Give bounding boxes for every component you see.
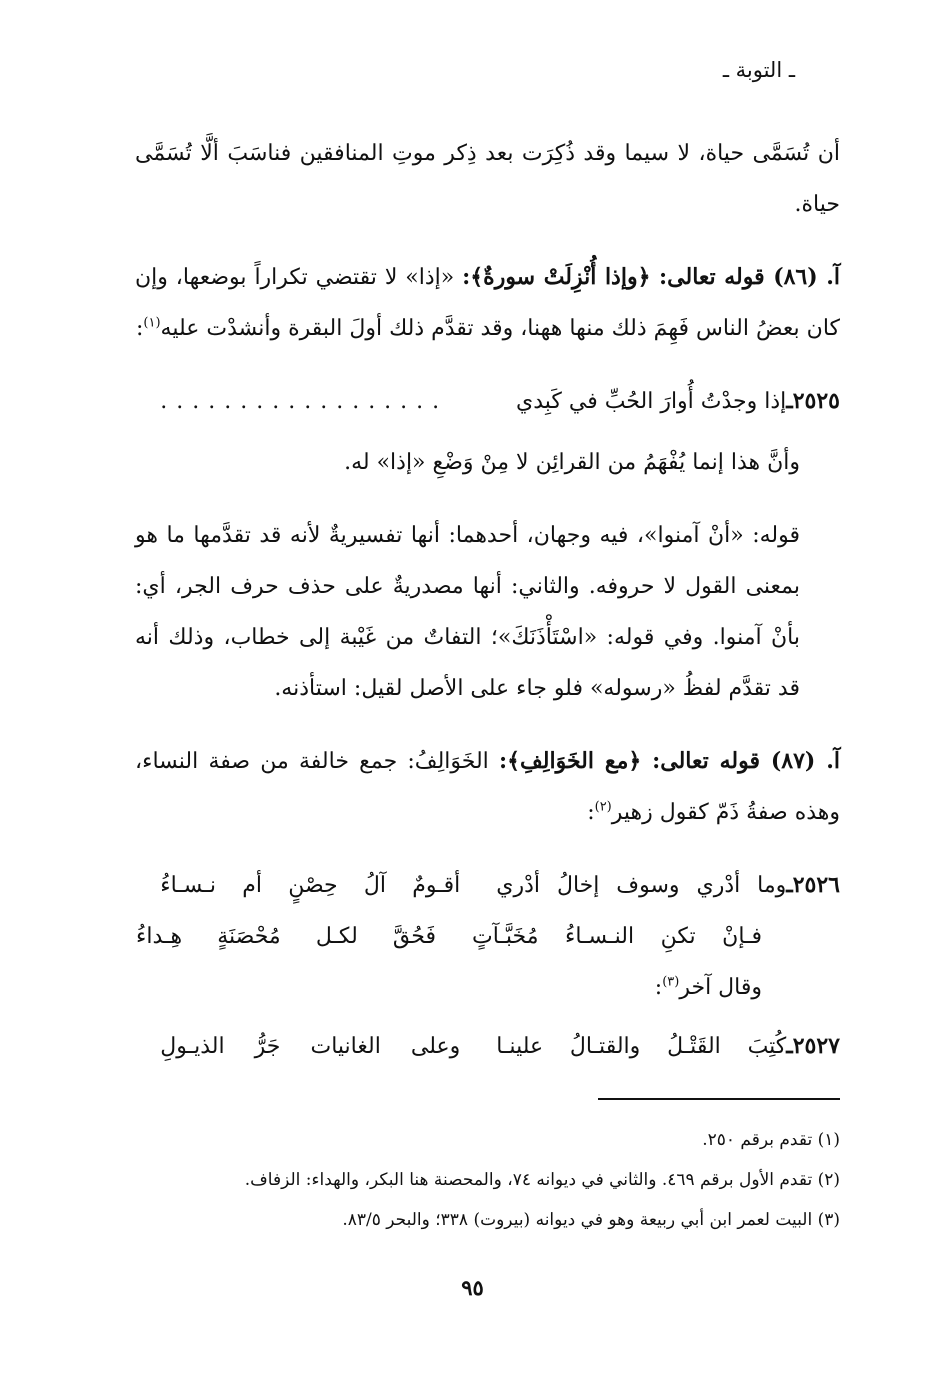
verse-86-commentary: «إذا» لا تقتضي تكراراً بوضعها، وإن كان بعضُ الناس فَهِمَ ذلك منها ههنا، وقد تقدَّم ذلك أولَ البقرة وأنشدْت عليه	[135, 265, 840, 341]
hemistich-right: إذا وجدْتُ أُوارَ الحُبِّ في كَبِدي	[515, 389, 787, 414]
intro-another-poet: وقال آخر	[679, 975, 762, 1000]
paragraph-verse-87	[135, 736, 840, 838]
punct: :	[654, 975, 663, 1000]
hemistich-left: وعلى الغانيات جَرُّ الذيـولِ	[160, 1034, 461, 1059]
verse-label-87: آ. (٨٧) قوله تعالى: ﴿مع الخَوَالِفِ﴾:	[499, 748, 840, 774]
hemistich-right: فـإنْ تكنِ النـسـاءُ مُخَبَّـآتٍ	[472, 924, 762, 949]
punct: :	[587, 800, 595, 825]
footnote-ref-2: (٢)	[594, 799, 612, 815]
punct: :	[135, 316, 144, 341]
paragraph-6	[135, 962, 840, 1013]
paragraph-1: أن تُسَمَّى حياة، لا سيما وقد ذُكِرَت بعد ذِكر موتِ المنافقين فناسَبَ ألَّا تُسَمَّى حياة.	[135, 141, 840, 217]
footnote-divider	[598, 1098, 840, 1100]
footnotes	[120, 1120, 840, 1240]
verse-number: ٢٥٢٦ـ	[786, 872, 840, 898]
page-body	[135, 128, 840, 1072]
footnote-ref-1: (١)	[143, 315, 161, 331]
hemistich-left-dots: ..................	[160, 389, 449, 414]
verse-number: ٢٥٢٧ـ	[786, 1033, 840, 1059]
footnote-ref-3: (٣)	[662, 974, 680, 990]
paragraph-verse-86	[135, 252, 840, 354]
footnote-3: (٣) البيت لعمر ابن أبي ربيعة وهو في ديوانه (بيروت) ٣٣٨؛ والبحر ٨٣/٥.	[342, 1210, 840, 1230]
poem-verse-2525	[135, 376, 840, 427]
paragraph-3: وأنَّ هذا إنما يُفْهَمُ من القرائِن لا مِنْ وَضْعِ «إذا» له.	[344, 450, 800, 475]
hemistich-right: وما أدْري وسوف إخالُ أدْري	[496, 873, 787, 898]
verse-label-86: آ. (٨٦) قوله تعالى: ﴿وإذا أُنْزِلَتْ سورةٌ﴾:	[462, 264, 841, 290]
footnote-1: (١) تقدم برقم ٢٥٠.	[702, 1130, 840, 1150]
footnote-2: (٢) تقدم الأول برقم ٤٦٩. والثاني في ديوانه ٧٤، والمحصنة هنا البكر، والهداء: الزفاف.	[244, 1170, 840, 1190]
poem-verse-2526-line1	[135, 860, 840, 911]
poem-verse-2527	[135, 1021, 840, 1072]
poem-verse-2526-line2	[135, 911, 840, 962]
hemistich-right: كُتِبَ القَتْـلُ والقتـالُ علينـا	[496, 1034, 787, 1059]
running-header: ـ التوبة ـ	[722, 58, 795, 82]
hemistich-left: أقـومٌ آلُ حِصْنٍ أم نـسـاءُ	[160, 873, 461, 898]
paragraph-4: قوله: «أنْ آمنوا»، فيه وجهان، أحدهما: أنها تفسيريةٌ لأنه قد تقدَّمها ما هو بمعنى القول لا حروفه. والثاني: أنها مصدريةٌ على حذف حرف الجر، أي: بأنْ آمنوا. وفي قوله: «اسْتَأْذَنَكَ»؛ التفاتٌ من غَيْبة إلى خطاب، وذلك أنه قد تقدَّم لفظُ «رسوله» فلو جاء على الأصل لقيل: استأذنه.	[135, 523, 800, 701]
verse-number: ٢٥٢٥ـ	[786, 388, 840, 414]
hemistich-left: فَحُقَّ لكـل مُحْصَنَةٍ هِـداءُ	[136, 924, 436, 949]
verse-87-commentary: الخَوَالِفُ: جمع خالفة من صفة النساء، وهذه صفةُ ذَمّ كقول زهير	[135, 749, 840, 825]
page-number: ٩٥	[461, 1275, 484, 1300]
